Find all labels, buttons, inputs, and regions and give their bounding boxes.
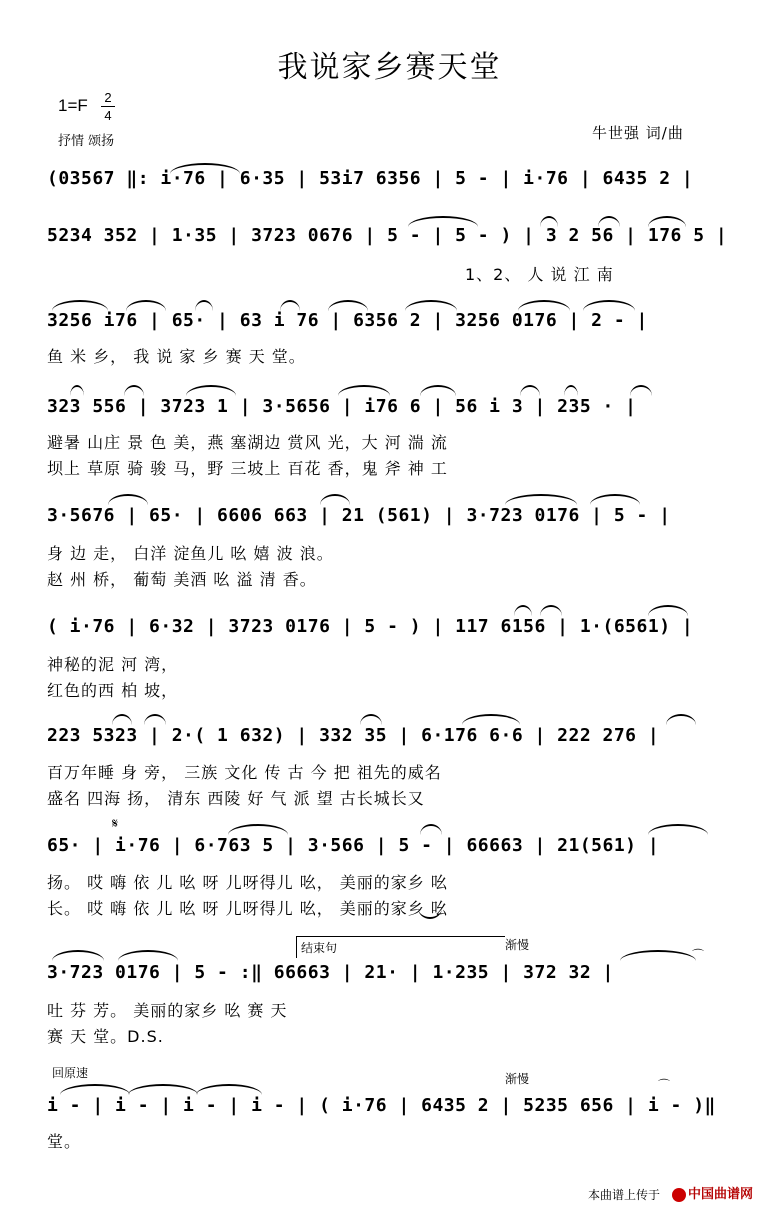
lyric-row-6-verse-1: 神秘的泥 河 湾， — [47, 655, 179, 674]
slur — [328, 300, 368, 311]
lyric-row-9-verse-1: 吐 芬 芳。 美丽的家乡 吆 赛 天 — [47, 1001, 288, 1020]
slur — [518, 300, 570, 311]
slur — [620, 950, 696, 961]
slur — [520, 385, 540, 396]
score-row-3: 3256 i76 | 65· | 63 i 76 | 6356 2 | 3256 0176 | 2 - | — [47, 310, 648, 331]
slur — [170, 163, 240, 174]
meter-bottom: 4 — [104, 108, 112, 123]
author-credit: 牛世强 词/曲 — [592, 124, 684, 142]
slur — [630, 385, 652, 396]
slur — [186, 385, 236, 396]
score-row-8: 65· | i·76 | 6·763 5 | 3·566 | 5 - | 66663 | 21(561) | — [47, 835, 660, 856]
meter-top: 2 — [104, 90, 112, 105]
slur — [598, 216, 620, 227]
tie — [196, 1084, 262, 1095]
tie — [408, 216, 478, 227]
slur — [108, 494, 148, 505]
score-row-5: 3·5676 | 65· | 6606 663 | 21 (561) | 3·723 0176 | 5 - | — [47, 505, 671, 526]
lyric-row-4-verse-1: 避暑 山庄 景 色 美，燕 塞湖边 赏风 光，大 河 湍 流 — [47, 433, 448, 452]
lyric-row-5-verse-2: 赵 州 桥， 葡萄 美酒 吆 溢 清 香。 — [47, 570, 317, 589]
page-title: 我说家乡赛天堂 — [277, 50, 502, 85]
slur — [648, 605, 688, 616]
slur — [195, 300, 213, 311]
site-logo[interactable] — [672, 1183, 753, 1202]
slur — [338, 385, 390, 396]
slur — [666, 714, 696, 725]
slur — [420, 824, 442, 835]
lyric-row-10-verse-1: 堂。 — [47, 1132, 82, 1151]
slur — [126, 300, 166, 311]
slur — [648, 824, 708, 835]
slur — [280, 300, 300, 311]
slur — [420, 385, 456, 396]
rit-mark-1: 渐慢 — [505, 938, 530, 952]
slur — [505, 494, 577, 505]
lyric-row-7-verse-2: 盛名 四海 扬， 清东 西陵 好 气 派 望 古长城长又 — [47, 789, 425, 808]
score-row-9: 3·723 0176 | 5 - :‖ 66663 | 21· | 1·235 | 372 32 | — [47, 962, 614, 983]
score-row-2: 5234 352 | 1·35 | 3723 0676 | 5 - | 5 - ) | 3 2 56 | 176 5 | — [47, 225, 728, 246]
slur — [648, 216, 686, 227]
lyric-row-5-verse-1: 身 边 走， 白洋 淀鱼儿 吆 嬉 波 浪。 — [47, 544, 334, 563]
slur — [564, 385, 578, 396]
slur — [144, 714, 166, 725]
lyric-row-4-verse-2: 坝上 草原 骑 骏 马，野 三坡上 百花 香，鬼 斧 神 工 — [47, 459, 448, 478]
score-row-10: i - | i - | i - | i - | ( i·76 | 6435 2 | 5235 656 | i - )‖ — [47, 1095, 716, 1116]
slur — [514, 605, 532, 616]
slur — [590, 494, 640, 505]
meter-bar — [101, 106, 115, 107]
slur — [540, 605, 562, 616]
slur — [228, 824, 288, 835]
slur — [124, 385, 144, 396]
score-row-7: 223 5323 | 2·( 1 632) | 332 35 | 6·176 6·6 | 222 276 | — [47, 725, 660, 746]
key-signature: 1=F — [58, 96, 88, 115]
logo-icon — [672, 1188, 686, 1202]
upload-credit: 本曲谱上传于 — [588, 1188, 661, 1202]
lyric-row-6-verse-2: 红色的西 柏 坡， — [47, 681, 179, 700]
slur — [360, 714, 382, 725]
a-tempo-mark: 回原速 — [52, 1066, 89, 1080]
slur — [70, 385, 84, 396]
slur — [52, 950, 104, 961]
rit-mark-2: 渐慢 — [505, 1072, 530, 1086]
slur — [118, 950, 178, 961]
expression-mark: 抒情 颂扬 — [58, 134, 115, 149]
fermata-icon: ⌒ — [692, 948, 705, 962]
lyric-row-9-verse-2: 赛 天 堂。D.S. — [47, 1027, 164, 1046]
slur — [52, 300, 108, 311]
segno-icon: 𝄋 — [112, 816, 119, 832]
score-row-4: 323 556 | 3723 1 | 3·5656 | i76 6 | 56 i 3 | 235 · | — [47, 396, 637, 417]
score-row-1: (03567 ‖: i·76 | 6·35 | 53i7 6356 | 5 - | i·76 | 6435 2 | — [47, 168, 694, 189]
slur — [540, 216, 558, 227]
ending-bracket: 结束句 — [296, 936, 505, 958]
slur — [583, 300, 635, 311]
slur — [112, 714, 132, 725]
score-row-6: ( i·76 | 6·32 | 3723 0176 | 5 - ) | 117 6156 | 1·(6561) | — [47, 616, 694, 637]
fermata-icon: ⌒ — [658, 1078, 671, 1092]
slur — [462, 714, 520, 725]
lyric-row-8-verse-1: 扬。 哎 嗨 依 儿 吆 呀 儿呀得儿 吆， 美丽的家乡 吆 — [47, 873, 448, 892]
site-name: 中国曲谱网 — [688, 1187, 754, 1202]
tie — [60, 1084, 130, 1095]
lyric-row-7-verse-1: 百万年睡 身 旁， 三族 文化 传 古 今 把 祖先的威名 — [47, 763, 442, 782]
lyric-row-3-verse-1: 鱼 米 乡， 我 说 家 乡 赛 天 堂。 — [47, 347, 306, 366]
lyric-row-8-verse-2: 长。 哎 嗨 依 儿 吆 呀 儿呀得儿 吆， 美丽的家乡 吆 — [47, 899, 448, 918]
lyric-row-2-verse-1: 1、2、 人 说 江 南 — [465, 265, 614, 284]
slur — [405, 300, 457, 311]
tie — [128, 1084, 198, 1095]
slur — [320, 494, 350, 505]
time-signature — [101, 90, 115, 123]
